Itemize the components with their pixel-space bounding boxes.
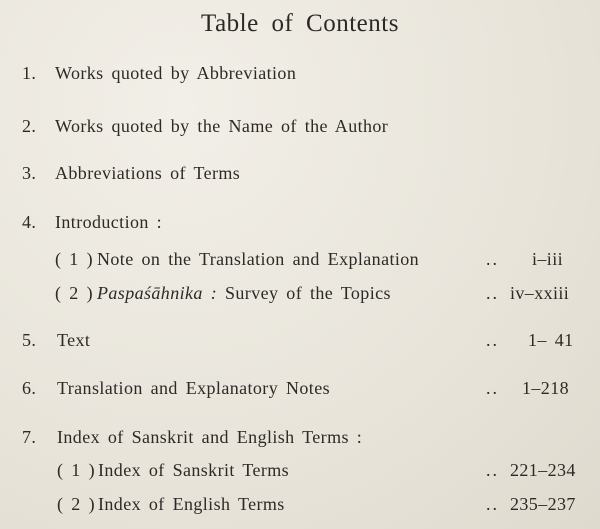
toc-subentry-title: Index of English Terms (98, 494, 285, 514)
toc-subentry-title: Note on the Translation and Explanation (97, 249, 420, 269)
toc-page-range: iv–xxiii (510, 283, 570, 303)
toc-subentry-number: ( 2 ) (57, 494, 95, 514)
toc-entry-number: 3. (22, 163, 37, 183)
toc-entry-title: Index of Sanskrit and English Terms : (57, 427, 363, 447)
toc-page-range: 235–237 (510, 494, 576, 514)
toc-entry-title: Works quoted by Abbreviation (55, 63, 297, 83)
toc-leader-dots: .. (486, 283, 499, 303)
toc-leader-dots: .. (486, 494, 499, 514)
toc-entry-number: 6. (22, 378, 37, 398)
toc-subentry-number: ( 1 ) (57, 460, 95, 480)
toc-leader-dots: .. (486, 330, 499, 350)
toc-subentry-number: ( 1 ) (55, 249, 93, 269)
toc-entry-title: Introduction : (55, 212, 163, 232)
toc-page-range: i–iii (532, 249, 564, 269)
toc-entry-number: 1. (22, 63, 37, 83)
toc-leader-dots: .. (486, 378, 499, 398)
toc-entry-number: 5. (22, 330, 37, 350)
toc-entry-number: 2. (22, 116, 37, 136)
toc-subentry-title: Index of Sanskrit Terms (98, 460, 290, 480)
toc-entry-number: 7. (22, 427, 37, 447)
toc-entry-title: Works quoted by the Name of the Author (55, 116, 389, 136)
toc-subentry-title-rest: Survey of the Topics (225, 283, 391, 303)
toc-page-range: 1– 41 (528, 330, 574, 350)
toc-leader-dots: .. (486, 249, 499, 269)
toc-entry-title: Translation and Explanatory Notes (57, 378, 330, 398)
toc-page-range: 1–218 (522, 378, 569, 398)
toc-entry-number: 4. (22, 212, 37, 232)
toc-page-range: 221–234 (510, 460, 576, 480)
toc-subentry-title-italic: Paspaśāhnika : (97, 283, 218, 303)
toc-subentry-number: ( 2 ) (55, 283, 93, 303)
toc-entry-title: Abbreviations of Terms (55, 163, 241, 183)
page-title: Table of Contents (201, 10, 399, 37)
toc-entry-title: Text (57, 330, 91, 350)
toc-subentry-title (97, 283, 391, 304)
toc-leader-dots: .. (486, 460, 499, 480)
